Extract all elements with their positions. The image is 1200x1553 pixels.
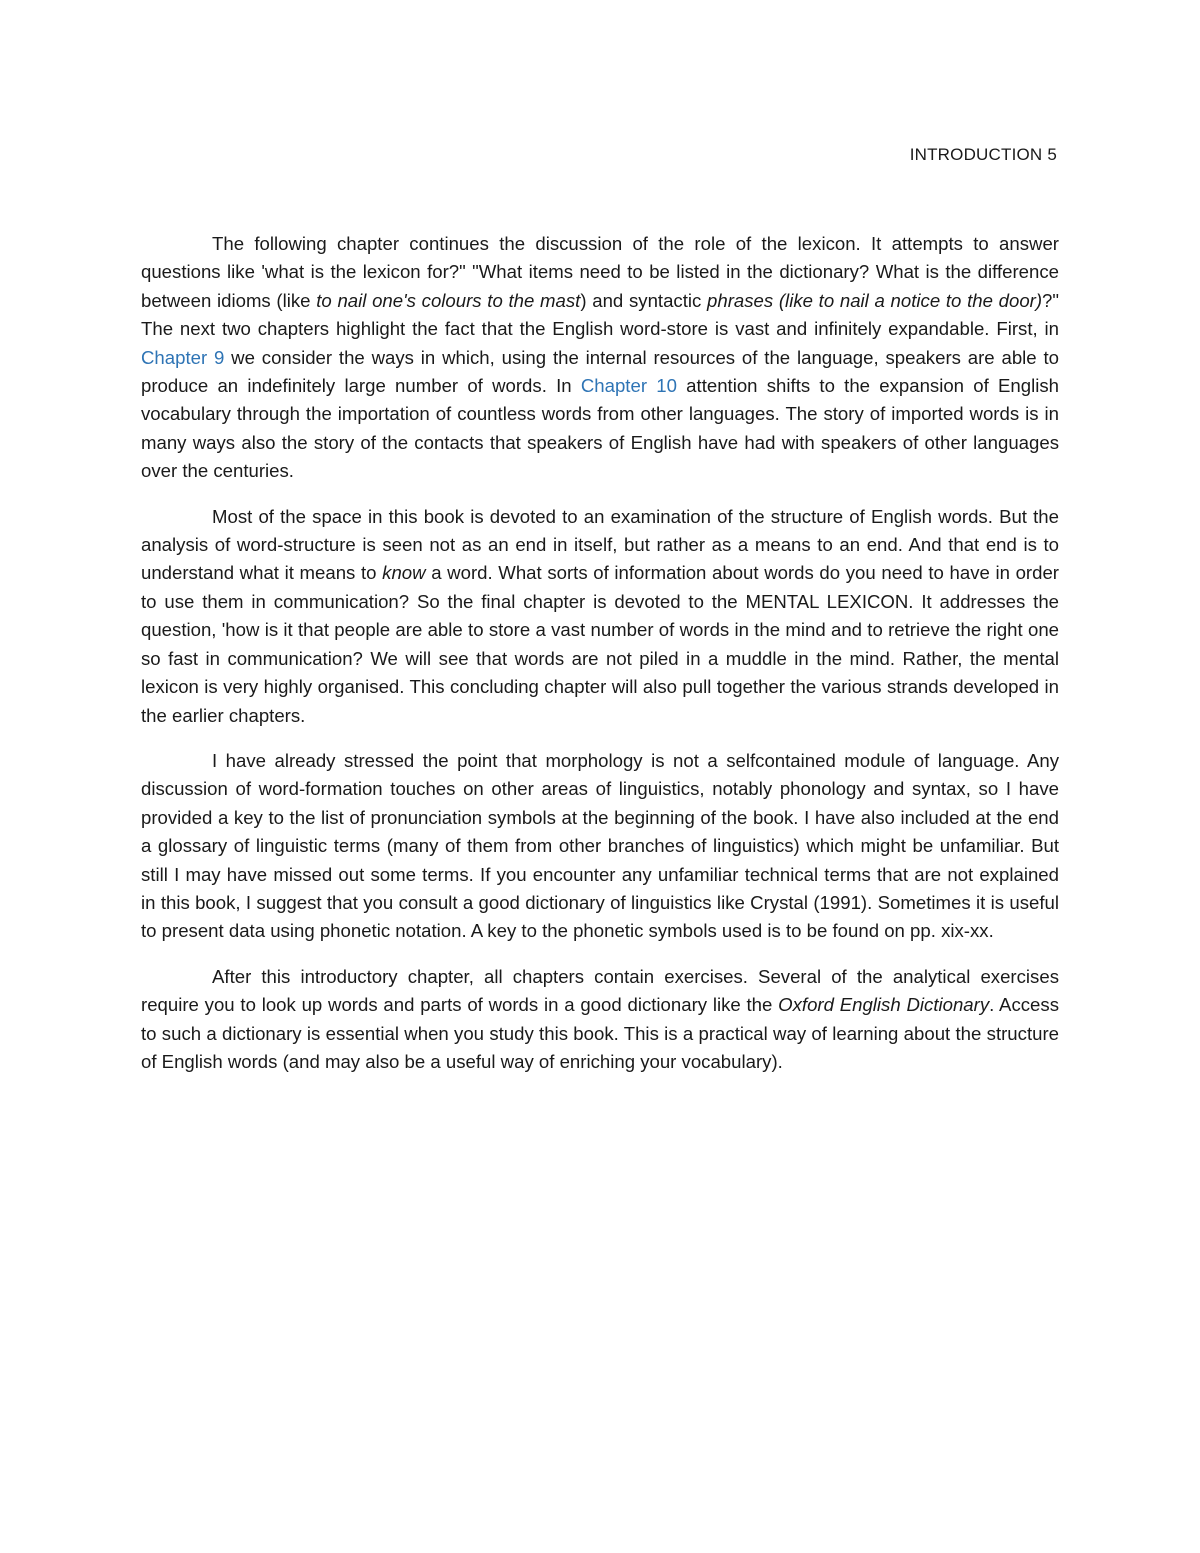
text-span: I have already stressed the point that morphology is not a selfcontained module of language. Any discussion of word-formation touches on other areas of linguistics, notably phonology and syntax, so I have provided a key to the list of pronunciation symbols at the beginning of the book. I have also included at the end a glossary of linguistic terms (many of them from other branches of linguistics) which might be unfamiliar. But still I may have missed out some terms. If you encounter any unfamiliar technical terms that are not explained in this book, I suggest that you consult a good dictionary of linguistics like Crystal (1991). Sometimes it is useful to present data using phonetic notation. A key to the phonetic symbols used is to be found on pp. xix-xx. xyxy=(141,749,1059,942)
italic-example-idiom: to nail one's colours to the mast xyxy=(316,289,581,311)
paragraph-4 xyxy=(141,963,1059,1077)
paragraph-2 xyxy=(141,503,1059,730)
paragraph-1 xyxy=(141,230,1059,486)
text-span: ) and syntactic xyxy=(580,289,708,311)
paragraph-3 xyxy=(141,747,1059,946)
running-head: INTRODUCTION 5 xyxy=(909,145,1057,164)
text-span: . Access to such a dictionary is essential when you study this book. This is a practical way of learning about the structure of English words (and may also be a useful way of enriching your vocabulary). xyxy=(141,994,1059,1072)
italic-example-phrase: phrases (like to nail a notice to the door) xyxy=(707,289,1043,311)
chapter-9-link[interactable]: Chapter 9 xyxy=(141,346,225,368)
text-span: attention shifts to the expansion of English vocabulary through the importation of countless words from other languages. The story of imported words is in many ways also the story of the contacts that speakers of English have had with speakers of other languages over the centuries. xyxy=(141,375,1059,482)
italic-know: know xyxy=(382,562,426,584)
text-span: a word. What sorts of information about words do you need to have in order to use them in communication? So the final chapter is devoted to the MENTAL LEXICON. It addresses the question, 'how is it that people are able to store a vast number of words in the mind and to retrieve the right one so fast in communication? We will see that words are not piled in a muddle in the mind. Rather, the mental lexicon is very highly organised. This concluding chapter will also pull together the various strands developed in the earlier chapters. xyxy=(141,562,1059,726)
italic-oed-title: Oxford English Dictionary xyxy=(778,994,990,1016)
text-span: After this introductory chapter, all chapters contain exercises. Several of the analytical exercises require you to look up words and parts of words in a good dictionary like the xyxy=(141,965,1059,1016)
text-span: Most of the space in this book is devoted to an examination of the structure of English words. But the analysis of word-structure is seen not as an end in itself, but rather as a means to an end. And that end is to understand what it means to xyxy=(141,505,1059,584)
text-span: The following chapter continues the discussion of the role of the lexicon. It attempts to answer questions like 'what is the lexicon for?" "What items need to be listed in the dictionary? What is the difference between idioms (like xyxy=(141,233,1059,311)
text-span: we consider the ways in which, using the internal resources of the language, speakers are able to produce an indefinitely large number of words. In xyxy=(141,346,1059,397)
body-text xyxy=(141,230,1059,1093)
chapter-10-link[interactable]: Chapter 10 xyxy=(580,375,677,397)
text-span: ?" The next two chapters highlight the fact that the English word-store is vast and infinitely expandable. First, in xyxy=(141,289,1059,340)
